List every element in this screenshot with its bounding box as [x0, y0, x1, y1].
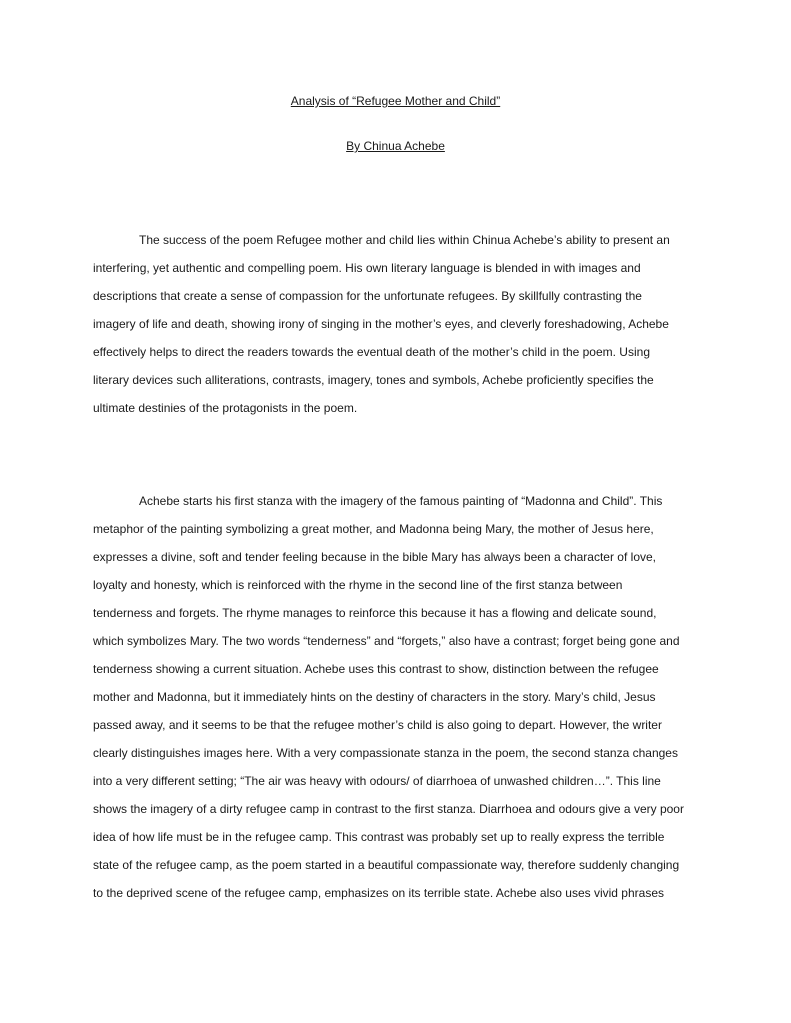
- paragraph-line: clearly distinguishes images here. With a very compassionate stanza in the poem, the second stanza changes: [93, 746, 678, 760]
- paragraph-line: mother and Madonna, but it immediately hints on the destiny of characters in the story. Mary’s child, Jesus: [93, 690, 656, 704]
- paragraph-line: state of the refugee camp, as the poem started in a beautiful compassionate way, therefore suddenly changing: [93, 858, 680, 872]
- paragraph-line: Achebe starts his first stanza with the imagery of the famous painting of “Madonna and Child”. This: [139, 494, 663, 508]
- paragraph-line: tenderness and forgets. The rhyme manages to reinforce this because it has a flowing and delicate sound,: [93, 606, 657, 620]
- paragraph-line: into a very different setting; “The air was heavy with odours/ of diarrhoea of unwashed children…”. This line: [93, 774, 661, 788]
- author-line: [0, 139, 791, 153]
- paragraph-line: The success of the poem Refugee mother and child lies within Chinua Achebe’s ability to present an: [139, 233, 670, 247]
- paragraph-line: idea of how life must be in the refugee camp. This contrast was probably set up to really express the terrible: [93, 830, 665, 844]
- paragraph-line: descriptions that create a sense of compassion for the unfortunate refugees. By skillfully contrasting the: [93, 289, 642, 303]
- paragraph-line: shows the imagery of a dirty refugee camp in contrast to the first stanza. Diarrhoea and odours give a very poor: [93, 802, 684, 816]
- paragraph-line: effectively helps to direct the readers towards the eventual death of the mother’s child in the poem. Using: [93, 345, 650, 359]
- document-author: By Chinua Achebe: [346, 139, 445, 153]
- paragraph-line: passed away, and it seems to be that the refugee mother’s child is also going to depart. However, the writer: [93, 718, 662, 732]
- paragraph-line: loyalty and honesty, which is reinforced with the rhyme in the second line of the first stanza between: [93, 578, 623, 592]
- paragraph-line: tenderness showing a current situation. Achebe uses this contrast to show, distinction between the refugee: [93, 662, 659, 676]
- paragraph-line: expresses a divine, soft and tender feeling because in the bible Mary has always been a character of love,: [93, 550, 656, 564]
- paragraph-line: literary devices such alliterations, contrasts, imagery, tones and symbols, Achebe proficiently specifies the: [93, 373, 654, 387]
- paragraph-line: imagery of life and death, showing irony of singing in the mother’s eyes, and cleverly foreshadowing, Achebe: [93, 317, 669, 331]
- paragraph-line: metaphor of the painting symbolizing a great mother, and Madonna being Mary, the mother of Jesus here,: [93, 522, 654, 536]
- document-title: Analysis of “Refugee Mother and Child”: [290, 94, 501, 108]
- paragraph-line: which symbolizes Mary. The two words “tenderness” and “forgets,” also have a contrast; forget being gone and: [93, 634, 680, 648]
- document-title-line: [0, 94, 791, 108]
- paragraph-line: to the deprived scene of the refugee camp, emphasizes on its terrible state. Achebe also uses vivid phrases: [93, 886, 664, 900]
- paragraph-line: ultimate destinies of the protagonists in the poem.: [93, 401, 358, 415]
- paragraph-line: interfering, yet authentic and compelling poem. His own literary language is blended in with images and: [93, 261, 641, 275]
